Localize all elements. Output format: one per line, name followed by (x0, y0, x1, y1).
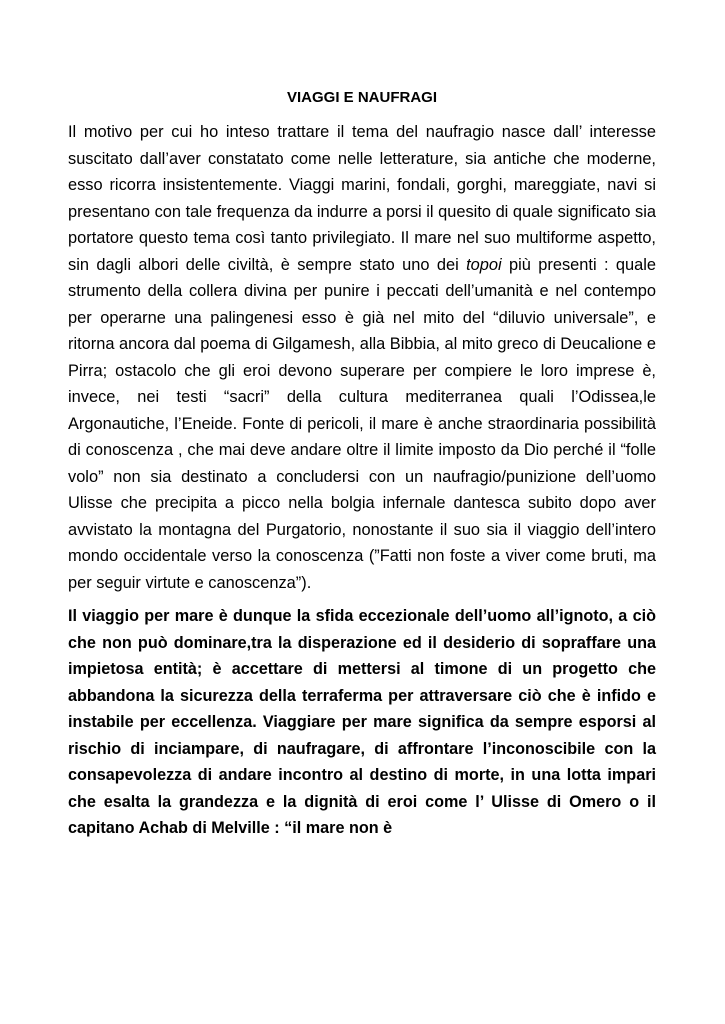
document-title: VIAGGI E NAUFRAGI (286, 89, 437, 106)
paragraph-intro-italic-term: topoi (466, 255, 502, 274)
paragraph-intro-text-1: Il motivo per cui ho inteso trattare il tema del naufragio nasce dall’ interesse suscitato dall’aver constatato come nelle letterature, sia antiche che moderne, esso ricorra insistentemente. Viaggi marini, fondali, gorghi, mareggiate, navi si presentano con tale frequenza da indurre a porsi il quesito di quale significato sia portatore questo tema così tanto privilegiato. Il mare nel suo multiforme aspetto, sin dagli albori delle civiltà, è sempre stato uno dei (68, 123, 656, 274)
paragraph-bold: Il viaggio per mare è dunque la sfida eccezionale dell’uomo all’ignoto, a ciò che non può dominare,tra la disperazione ed il desiderio di sopraffare una impietosa entità; è accettare di mettersi al timone di un progetto che abbandona la sicurezza della terraferma per attraversare ciò che è infido e instabile per eccellenza. Viaggiare per mare significa da sempre esporsi al rischio di inciampare, di naufragare, di affrontare l’inconoscibile con la consapevolezza di andare incontro al destino di morte, in una lotta impari che esalta la grandezza e la dignità di eroi come l’ Ulisse di Omero o il capitano Achab di Melville : “il mare non è (68, 607, 656, 837)
document-page (68, 88, 656, 842)
paragraph-intro-text-2: più presenti : quale strumento della collera divina per punire i peccati dell’umanità e nel contempo per operarne una palingenesi esso è già nel mito del “diluvio universale”, e ritorna ancora dal poema di Gilgamesh, alla Bibbia, al mito greco di Deucalione e Pirra; ostacolo che gli eroi devono superare per compiere le loro imprese è, invece, nei testi “sacri” della cultura mediterranea quali l’Odissea,le Argonautiche, l’Eneide. Fonte di pericoli, il mare è anche straordinaria possibilità di conoscenza , che mai deve andare oltre il limite imposto da Dio perché il “folle volo” non sia destinato a concludersi con un naufragio/punizione dell’uomo Ulisse che precipita a picco nella bolgia infernale dantesca subito dopo aver avvistato la montagna del Purgatorio, nonostante il suo sia il viaggio dell’intero mondo occidentale verso la conoscenza (”Fatti non foste a viver come bruti, ma per seguir virtute e canoscenza”). (68, 255, 656, 592)
paragraph-intro (68, 119, 656, 596)
